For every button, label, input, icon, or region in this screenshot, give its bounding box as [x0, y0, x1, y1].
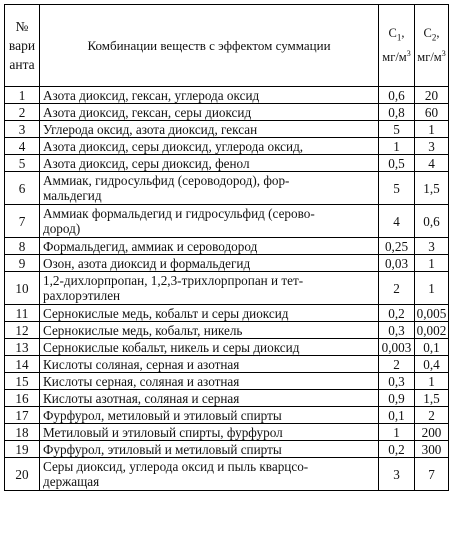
row-number: 13	[5, 339, 40, 356]
row-number: 17	[5, 407, 40, 424]
row-c2: 2	[415, 407, 449, 424]
table-row	[5, 87, 449, 104]
row-number: 14	[5, 356, 40, 373]
row-combination	[40, 172, 379, 205]
row-combination	[40, 272, 379, 305]
document-page	[4, 4, 449, 491]
row-c2: 20	[415, 87, 449, 104]
combination-line: Азота диоксид, гексан, углерода оксид	[43, 87, 260, 103]
table-header-row	[5, 5, 449, 87]
combination-line: Серы диоксид, углерода оксид и пыль кварцсо-	[43, 459, 309, 474]
row-c1: 0,6	[379, 87, 415, 104]
table-row	[5, 104, 449, 121]
table-row	[5, 172, 449, 205]
table-row	[5, 407, 449, 424]
combination-line: 1,2-дихлорпропан, 1,2,3-трихлорпропан и тет-	[43, 273, 304, 288]
combination-line: Аммиак, гидросульфид (сероводород), фор-	[43, 173, 290, 188]
row-c1: 0,2	[379, 305, 415, 322]
row-c1: 5	[379, 121, 415, 138]
row-c2: 1,5	[415, 390, 449, 407]
header-c2-sub: 2	[431, 32, 437, 43]
row-combination	[40, 87, 379, 104]
row-number: 20	[5, 458, 40, 491]
row-c1: 0,3	[379, 373, 415, 390]
row-c1: 0,9	[379, 390, 415, 407]
row-c1: 2	[379, 356, 415, 373]
summation-table	[4, 4, 449, 491]
row-combination	[40, 305, 379, 322]
row-c2: 1	[415, 255, 449, 272]
combination-line: Кислоты азотная, соляная и серная	[43, 390, 240, 406]
table-row	[5, 322, 449, 339]
table-row	[5, 458, 449, 491]
row-combination	[40, 104, 379, 121]
row-combination	[40, 322, 379, 339]
header-c1-symbol: С	[388, 26, 397, 41]
row-combination	[40, 238, 379, 255]
header-combination: Комбинации веществ с эффектом суммации	[40, 5, 379, 87]
table-row	[5, 238, 449, 255]
row-combination	[40, 424, 379, 441]
row-number: 4	[5, 138, 40, 155]
row-c2: 3	[415, 138, 449, 155]
row-c1: 0,2	[379, 441, 415, 458]
row-number: 3	[5, 121, 40, 138]
row-c2: 0,005	[415, 305, 449, 322]
table-row	[5, 205, 449, 238]
combination-line: Сернокислые медь, кобальт и серы диоксид	[43, 305, 289, 321]
row-c1: 0,3	[379, 322, 415, 339]
row-number: 18	[5, 424, 40, 441]
row-combination	[40, 138, 379, 155]
row-c1: 2	[379, 272, 415, 305]
header-c2: $С_2$, $мг/м^3$	[415, 5, 449, 87]
row-number: 10	[5, 272, 40, 305]
table-row	[5, 305, 449, 322]
header-c2-sup: 3	[441, 48, 446, 58]
combination-line: Формальдегид, аммиак и сероводород	[43, 238, 258, 254]
row-c2: 3	[415, 238, 449, 255]
table-row	[5, 424, 449, 441]
row-c2: 0,4	[415, 356, 449, 373]
combination-line: Углерода оксид, азота диоксид, гексан	[43, 121, 258, 137]
combination-line: Сернокислые медь, кобальт, никель	[43, 322, 243, 338]
row-c2: 1,5	[415, 172, 449, 205]
header-c1-sup: 3	[406, 48, 411, 58]
table-row	[5, 441, 449, 458]
row-c2: 4	[415, 155, 449, 172]
row-combination	[40, 255, 379, 272]
row-c2: 0,1	[415, 339, 449, 356]
table-row	[5, 356, 449, 373]
row-combination	[40, 155, 379, 172]
row-number: 7	[5, 205, 40, 238]
table-row	[5, 390, 449, 407]
row-c2: 0,002	[415, 322, 449, 339]
header-c2-unit: мг/м	[417, 49, 442, 64]
row-c1: 4	[379, 205, 415, 238]
combination-line: Кислоты соляная, серная и азотная	[43, 356, 240, 372]
row-c1: 5	[379, 172, 415, 205]
row-number: 15	[5, 373, 40, 390]
combination-line: Азота диоксид, гексан, серы диоксид	[43, 104, 252, 120]
row-number: 9	[5, 255, 40, 272]
table-row	[5, 138, 449, 155]
combination-line: мальдегид	[43, 188, 102, 203]
combination-line: Азота диоксид, серы диоксид, фенол	[43, 155, 250, 171]
row-number: 19	[5, 441, 40, 458]
row-number: 2	[5, 104, 40, 121]
row-c1: 1	[379, 424, 415, 441]
row-combination	[40, 121, 379, 138]
combination-line: Кислоты серная, соляная и азотная	[43, 373, 240, 389]
row-c2: 7	[415, 458, 449, 491]
row-c2: 60	[415, 104, 449, 121]
row-c1: 0,003	[379, 339, 415, 356]
combination-line: рахлорэтилен	[43, 288, 121, 303]
combination-line: Метиловый и этиловый спирты, фурфурол	[43, 424, 283, 440]
row-combination	[40, 356, 379, 373]
row-c2: 200	[415, 424, 449, 441]
combination-line: держащая	[43, 474, 100, 489]
table-row	[5, 155, 449, 172]
header-num-line-2: вари	[8, 38, 36, 53]
combination-line: Сернокислые кобальт, никель и серы диоксид	[43, 339, 300, 355]
row-combination	[40, 441, 379, 458]
header-c1: $С_1$, $мг/м^3$	[379, 5, 415, 87]
row-combination	[40, 390, 379, 407]
table-row	[5, 255, 449, 272]
header-c2-symbol: С	[423, 26, 432, 41]
table-row	[5, 373, 449, 390]
row-c2: 1	[415, 121, 449, 138]
header-num-line-3: анта	[9, 57, 35, 72]
table-body	[5, 87, 449, 491]
row-c1: 0,8	[379, 104, 415, 121]
combination-line: Фурфурол, метиловый и этиловый спирты	[43, 407, 282, 423]
row-c1: 1	[379, 138, 415, 155]
header-variant-number	[5, 5, 40, 87]
row-number: 16	[5, 390, 40, 407]
row-number: 1	[5, 87, 40, 104]
row-combination	[40, 458, 379, 491]
row-number: 5	[5, 155, 40, 172]
row-number: 11	[5, 305, 40, 322]
row-combination	[40, 205, 379, 238]
combination-line: Фурфурол, этиловый и метиловый спирты	[43, 441, 282, 457]
combination-line: Озон, азота диоксид и формальдегид	[43, 255, 251, 271]
row-c1: 0,1	[379, 407, 415, 424]
row-c2: 300	[415, 441, 449, 458]
row-number: 8	[5, 238, 40, 255]
row-combination	[40, 373, 379, 390]
row-c2: 0,6	[415, 205, 449, 238]
row-combination	[40, 407, 379, 424]
table-row	[5, 121, 449, 138]
combination-line: Аммиак формальдегид и гидросульфид (серово-	[43, 206, 315, 221]
row-c2: 1	[415, 373, 449, 390]
table-row	[5, 272, 449, 305]
row-c1: 3	[379, 458, 415, 491]
header-c1-unit: мг/м	[382, 49, 407, 64]
row-combination	[40, 339, 379, 356]
combination-line: Азота диоксид, серы диоксид, углерода оксид,	[43, 138, 304, 154]
row-c1: 0,25	[379, 238, 415, 255]
header-num-line-1: №	[15, 19, 29, 34]
row-number: 12	[5, 322, 40, 339]
row-c1: 0,5	[379, 155, 415, 172]
row-number: 6	[5, 172, 40, 205]
header-c1-sub: 1	[396, 32, 402, 43]
row-c1: 0,03	[379, 255, 415, 272]
table-row	[5, 339, 449, 356]
combination-line: дород)	[43, 221, 81, 236]
row-c2: 1	[415, 272, 449, 305]
